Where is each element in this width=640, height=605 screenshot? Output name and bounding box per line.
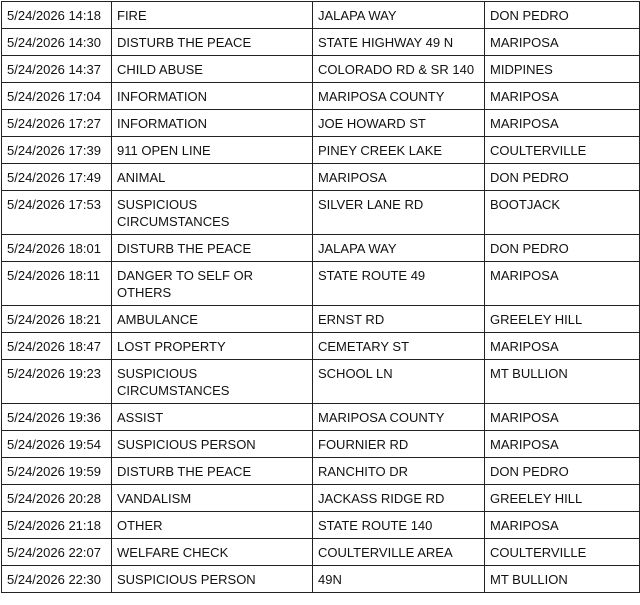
city-cell: MARIPOSA <box>485 29 640 56</box>
location-cell: CEMETARY ST <box>313 333 485 360</box>
incident-type-cell: INFORMATION <box>112 110 313 137</box>
location-cell: SCHOOL LN <box>313 360 485 404</box>
location-cell: FOURNIER RD <box>313 431 485 458</box>
table-row <box>2 512 640 539</box>
incident-type-cell: LOST PROPERTY <box>112 333 313 360</box>
location-cell: JALAPA WAY <box>313 235 485 262</box>
datetime-cell: 5/24/2026 22:07 <box>2 539 112 566</box>
city-cell: MARIPOSA <box>485 431 640 458</box>
datetime-cell: 5/24/2026 14:37 <box>2 56 112 83</box>
datetime-cell: 5/24/2026 18:11 <box>2 262 112 306</box>
incident-type-cell: ANIMAL <box>112 164 313 191</box>
city-cell: MT BULLION <box>485 566 640 593</box>
datetime-cell: 5/24/2026 17:39 <box>2 137 112 164</box>
datetime-cell: 5/24/2026 19:23 <box>2 360 112 404</box>
table-row <box>2 262 640 306</box>
incident-type-cell: OTHER <box>112 512 313 539</box>
datetime-cell: 5/24/2026 17:49 <box>2 164 112 191</box>
city-cell: DON PEDRO <box>485 458 640 485</box>
table-row <box>2 539 640 566</box>
datetime-cell: 5/24/2026 17:04 <box>2 83 112 110</box>
datetime-cell: 5/24/2026 17:53 <box>2 191 112 235</box>
datetime-cell: 5/24/2026 18:47 <box>2 333 112 360</box>
city-cell: COULTERVILLE <box>485 539 640 566</box>
city-cell: MARIPOSA <box>485 83 640 110</box>
incident-type-cell: FIRE <box>112 2 313 29</box>
location-cell: JOE HOWARD ST <box>313 110 485 137</box>
incident-type-cell: DISTURB THE PEACE <box>112 235 313 262</box>
location-cell: ERNST RD <box>313 306 485 333</box>
location-cell: RANCHITO DR <box>313 458 485 485</box>
incident-type-cell: SUSPICIOUS CIRCUMSTANCES <box>112 191 313 235</box>
datetime-cell: 5/24/2026 22:30 <box>2 566 112 593</box>
incident-type-cell: 911 OPEN LINE <box>112 137 313 164</box>
datetime-cell: 5/24/2026 19:54 <box>2 431 112 458</box>
datetime-cell: 5/24/2026 14:18 <box>2 2 112 29</box>
location-cell: 49N <box>313 566 485 593</box>
datetime-cell: 5/24/2026 14:30 <box>2 29 112 56</box>
table-row <box>2 333 640 360</box>
table-row <box>2 110 640 137</box>
incident-type-cell: WELFARE CHECK <box>112 539 313 566</box>
table-row <box>2 566 640 593</box>
location-cell: MARIPOSA COUNTY <box>313 404 485 431</box>
table-row <box>2 235 640 262</box>
datetime-cell: 5/24/2026 18:21 <box>2 306 112 333</box>
city-cell: BOOTJACK <box>485 191 640 235</box>
table-row <box>2 137 640 164</box>
location-cell: COULTERVILLE AREA <box>313 539 485 566</box>
table-row <box>2 360 640 404</box>
table-row <box>2 458 640 485</box>
datetime-cell: 5/24/2026 17:27 <box>2 110 112 137</box>
location-cell: JALAPA WAY <box>313 2 485 29</box>
location-cell: COLORADO RD & SR 140 <box>313 56 485 83</box>
table-row <box>2 164 640 191</box>
table-row <box>2 2 640 29</box>
datetime-cell: 5/24/2026 18:01 <box>2 235 112 262</box>
incident-log-table <box>1 1 640 593</box>
incident-type-cell: CHILD ABUSE <box>112 56 313 83</box>
datetime-cell: 5/24/2026 20:28 <box>2 485 112 512</box>
incident-type-cell: VANDALISM <box>112 485 313 512</box>
location-cell: STATE HIGHWAY 49 N <box>313 29 485 56</box>
location-cell: SILVER LANE RD <box>313 191 485 235</box>
location-cell: MARIPOSA COUNTY <box>313 83 485 110</box>
incident-type-cell: SUSPICIOUS PERSON <box>112 431 313 458</box>
city-cell: DON PEDRO <box>485 2 640 29</box>
incident-type-cell: DANGER TO SELF OR OTHERS <box>112 262 313 306</box>
city-cell: MARIPOSA <box>485 333 640 360</box>
city-cell: MARIPOSA <box>485 110 640 137</box>
incident-type-cell: ASSIST <box>112 404 313 431</box>
table-row <box>2 56 640 83</box>
city-cell: MIDPINES <box>485 56 640 83</box>
city-cell: MT BULLION <box>485 360 640 404</box>
incident-type-cell: SUSPICIOUS PERSON <box>112 566 313 593</box>
incident-type-cell: SUSPICIOUS CIRCUMSTANCES <box>112 360 313 404</box>
table-row <box>2 306 640 333</box>
table-row <box>2 431 640 458</box>
city-cell: DON PEDRO <box>485 164 640 191</box>
table-row <box>2 404 640 431</box>
table-row <box>2 485 640 512</box>
location-cell: MARIPOSA <box>313 164 485 191</box>
location-cell: JACKASS RIDGE RD <box>313 485 485 512</box>
city-cell: DON PEDRO <box>485 235 640 262</box>
incident-type-cell: AMBULANCE <box>112 306 313 333</box>
incident-type-cell: DISTURB THE PEACE <box>112 458 313 485</box>
table-row <box>2 29 640 56</box>
datetime-cell: 5/24/2026 19:59 <box>2 458 112 485</box>
location-cell: STATE ROUTE 49 <box>313 262 485 306</box>
city-cell: GREELEY HILL <box>485 485 640 512</box>
location-cell: PINEY CREEK LAKE <box>313 137 485 164</box>
city-cell: MARIPOSA <box>485 404 640 431</box>
incident-log-body <box>2 2 640 593</box>
location-cell: STATE ROUTE 140 <box>313 512 485 539</box>
city-cell: COULTERVILLE <box>485 137 640 164</box>
city-cell: MARIPOSA <box>485 262 640 306</box>
city-cell: GREELEY HILL <box>485 306 640 333</box>
incident-type-cell: INFORMATION <box>112 83 313 110</box>
table-row <box>2 83 640 110</box>
table-row <box>2 191 640 235</box>
incident-type-cell: DISTURB THE PEACE <box>112 29 313 56</box>
city-cell: MARIPOSA <box>485 512 640 539</box>
datetime-cell: 5/24/2026 19:36 <box>2 404 112 431</box>
datetime-cell: 5/24/2026 21:18 <box>2 512 112 539</box>
